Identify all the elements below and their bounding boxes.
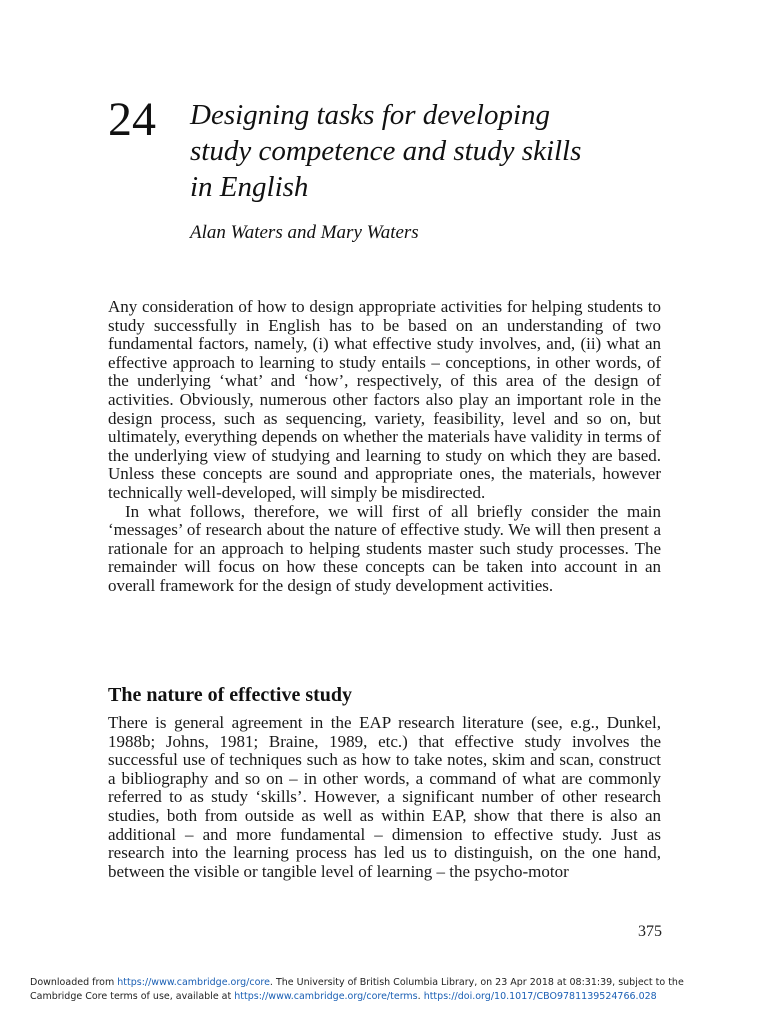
chapter-title-line: in English [190,171,309,203]
chapter-title-line: Designing tasks for developing [190,99,551,131]
chapter-authors: Alan Waters and Mary Waters [190,222,419,243]
page-number: 375 [638,923,662,940]
chapter-number: 24 [108,93,156,146]
section-heading: The nature of effective study [108,684,353,706]
footer-text: Downloaded from [30,977,118,988]
chapter-title-line: study competence and study skills [190,135,582,167]
doi-link[interactable]: https://doi.org/10.1017/CBO9781139524766.028 [423,991,657,1002]
section-text [108,714,661,881]
chapter-title [190,97,670,205]
intro-paragraph: In what follows, therefore, we will first of all briefly consider the main ‘messages’ of research about the nature of effective study. We will then present a rationale for an approach to helping students master such study processes. The remainder will focus on how these concepts can be taken into account in an overall framework for the design of study development activities. [108,501,661,595]
cambridge-core-link[interactable]: https://www.cambridge.org/core [117,977,270,988]
download-footer [30,976,740,1004]
section-paragraph: There is general agreement in the EAP research literature (see, e.g., Dunkel, 1988b; Johns, 1981; Braine, 1989, etc.) that effective study involves the successful use of techniques such as how to take notes, skim and scan, construct a bibliography and so on – in other words, a command of what are commonly referred to as study ‘skills’. However, a significant number of other research studies, both from outside as well as within EAP, show that there is also an additional – and more fundamental – dimension to effective study. Just as research into the learning process has led us to distinguish, on the one hand, between the visible or tangible level of learning – the psycho-motor [108,713,661,881]
intro-text [108,298,661,596]
footer-text: . The University of British Columbia Library, on 23 Apr 2018 at 08:31:39, subject to the [269,977,684,988]
terms-link[interactable]: https://www.cambridge.org/core/terms [234,991,418,1002]
footer-text: . [417,991,424,1002]
intro-paragraph: Any consideration of how to design appropriate activities for helping students to study successfully in English has to be based on an understanding of two fundamental factors, namely, (i) what effective study involves, and, (ii) what an effective approach to learning to study entails – conceptions, in other words, of the underlying ‘what’ and ‘how’, respectively, of this area of the design of activities. Obviously, numerous other factors also play an important role in the design process, such as sequencing, variety, feasibility, level and so on, but ultimately, everything depends on whether the materials have validity in terms of the underlying view of studying and learning to study on which they are based. Unless these concepts are sound and appropriate ones, the materials, however technically well-developed, will simply be misdirected. [108,297,661,502]
footer-text: Cambridge Core terms of use, available at [30,991,235,1002]
